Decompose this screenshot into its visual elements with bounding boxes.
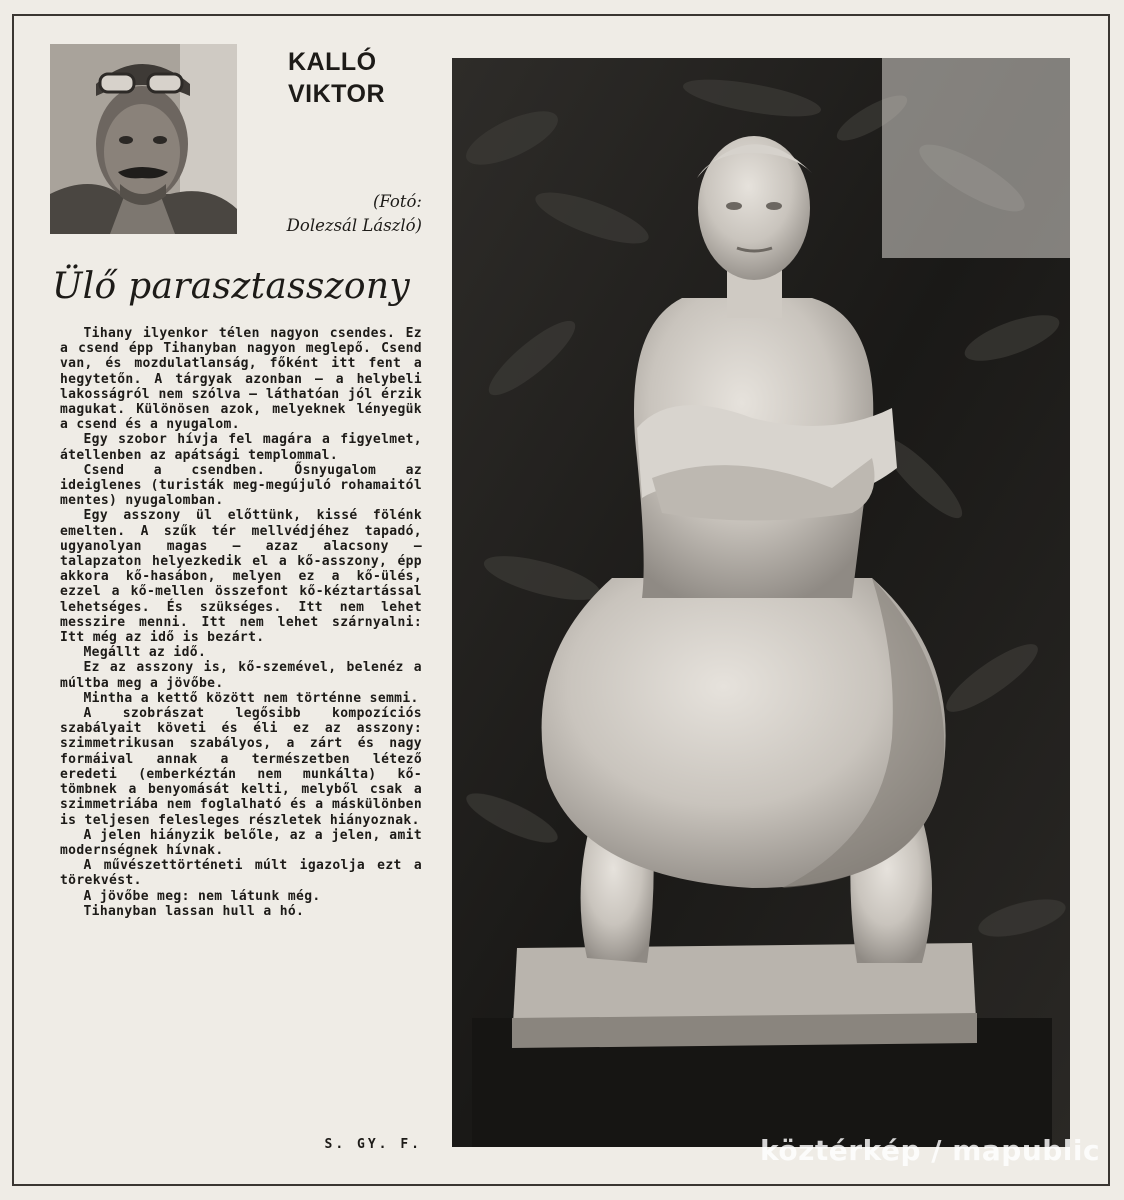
article-paragraph-11: A jövőbe meg: nem látunk még. — [83, 888, 321, 904]
article-paragraph-12: Tihanyban lassan hull a hó. — [83, 903, 305, 919]
article-paragraph-1: Tihany ilyenkor télen nagyon csendes. Ez a csend épp Tihanyban nagyon meglepő. Csend van, és mozdulatlanság, főként itt fent a hegytetőn. A tárgyak azonban — a helybeli lakosságról nem szólva — láthatóan jól érzik magukat. Különösen azok, melyeknek lényegük a csend és a nyugalom. — [60, 326, 422, 433]
article-paragraph-8: A szobrászat legősibb kompozíciós szabályait követi és éli ez az asszony: szimmetrikusan szabályos, a zárt és nagy formáival annak a természetben létező eredeti (emberkéztán nem munkálta) kő-tömbnek a benyomását kelti, melyből csak a szimmetriába nem foglalható és a máskülönben is teljesen felesleges részletek hiányoznak. — [60, 706, 422, 828]
artist-name-line1: KALLÓ — [288, 48, 377, 76]
article-body — [60, 326, 422, 919]
article-paragraph-10: A művészettörténeti múlt igazolja ezt a törekvést. — [60, 858, 422, 889]
photo-credit-line1: (Fotó: — [372, 192, 422, 211]
artist-name-line2: VIKTOR — [288, 80, 385, 108]
author-signature: S. GY. F. — [324, 1137, 422, 1152]
artist-portrait-photo — [50, 44, 237, 234]
watermark: köztérkép / mapublic — [760, 1134, 1101, 1167]
article-paragraph-7: Mintha a kettő között nem történne semmi. — [83, 690, 419, 706]
article-paragraph-5: Megállt az idő. — [83, 645, 207, 661]
photo-credit — [240, 190, 422, 238]
article-paragraph-6: Ez az asszony is, kő-szemével, belenéz a múltba meg a jövőbe. — [60, 660, 422, 691]
seated-woman-sculpture-photo — [452, 58, 1070, 1147]
portrait-illustration — [50, 44, 237, 234]
article-paragraph-9: A jelen hiányzik belőle, az a jelen, amit modernségnek hívnak. — [60, 827, 422, 858]
artist-name — [288, 46, 385, 110]
article-paragraph-2: Egy szobor hívja fel magára a figyelmet, átellenben az apátsági templommal. — [60, 432, 422, 463]
photo-credit-line2: Dolezsál László) — [286, 216, 422, 235]
article-paragraph-3: Csend a csendben. Ősnyugalom az ideiglenes (turisták meg-megújuló rohamaitól mentes) nyugalomban. — [60, 462, 422, 509]
sculpture-illustration — [452, 58, 1070, 1147]
article-paragraph-4: Egy asszony ül előttünk, kissé fölénk emelten. A szűk tér mellvédjéhez tapadó, ugyanolyan magas — azaz alacsony — talapzaton helyezkedik el a kő-asszony, épp akkora kő-hasábon, melyen ez a kő-ülés, ezzel a kő-mellen összefont kő-kéztartással lehetséges. És szükséges. Itt nem lehet messzire menni. Itt nem lehet szárnyalni: Itt még az idő is bezárt. — [60, 508, 422, 646]
article-title: Ülő parasztasszony — [52, 266, 411, 307]
